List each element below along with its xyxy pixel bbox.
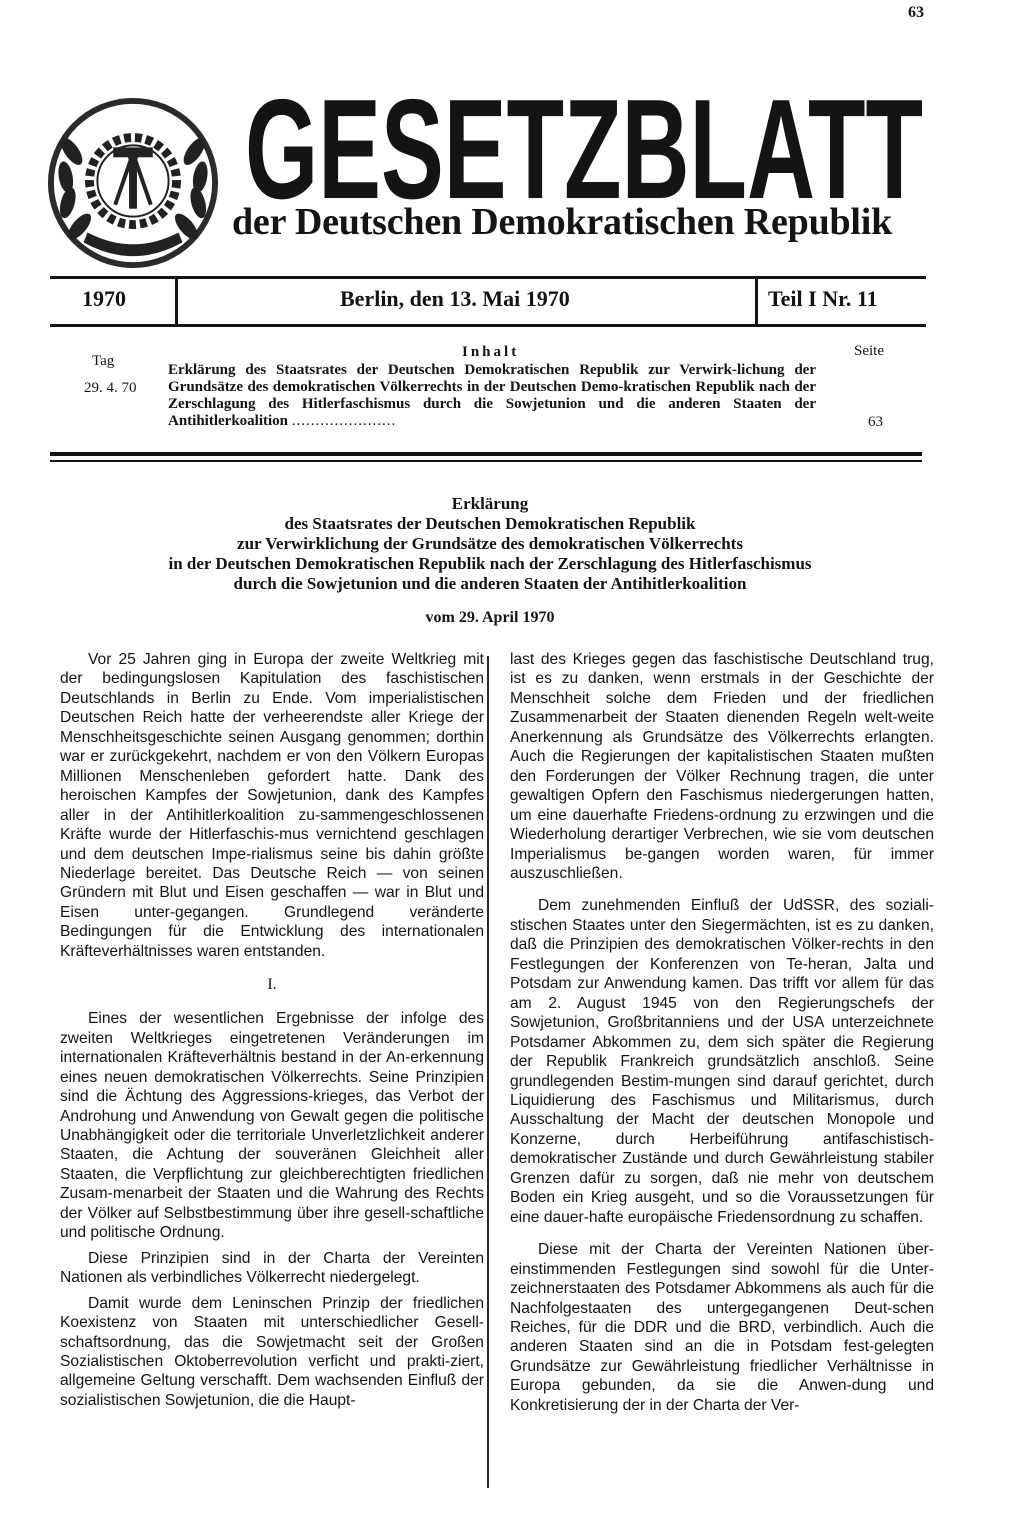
- article-title-line: zur Verwirklichung der Grundsätze des demokratischen Völkerrechts: [237, 534, 743, 553]
- toc-rule-thin: [50, 460, 922, 462]
- paragraph: Damit wurde dem Leninschen Prinzip der friedlichen Koexistenz von Staaten mit unterschiedlicher Gesell-schaftsordnung, das die Sowjetmacht seit der Großen Sozialistischen Oktoberrevolution verficht und prakti-ziert, allgemeine Geltung verschafft. Dem wachsenden Einfluß der sozialistischen Sowjetunion, die die Haupt-: [60, 1294, 484, 1409]
- toc-entry-title[interactable]: [168, 362, 816, 430]
- page-number: 63: [908, 4, 924, 21]
- issue-bar-divider: [755, 276, 758, 326]
- paragraph: Eines der wesentlichen Ergebnisse der infolge des zweiten Weltkrieges eingetretenen Veränderungen im internationalen Kräfteverhältnis bestand in der An-erkennung eines neuen demokratischen Völkerrechts. Seine Prinzipien sind die Ächtung des Aggressions-krieges, das Verbot der Androhung und Anwendung von Gewalt gegen die politische Unabhängigkeit oder die territoriale Unverletzlichkeit anderer Staaten, die Achtung der souveränen Gleichheit aller Staaten, die Verpflichtung zur gleichberechtigten friedlichen Zusam-menarbeit der Staaten und die Wahrung des Rechts der Völker auf Selbstbestimmung über ihre gesell-schaftliche und politische Ordnung.: [60, 1010, 484, 1242]
- toc-rule-thick: [50, 452, 922, 456]
- toc-column-page: Seite: [854, 343, 884, 359]
- toc-column-day: Tag: [92, 353, 115, 369]
- toc-entry-leader: ......................: [291, 413, 397, 429]
- article-title-line: des Staatsrates der Deutschen Demokratischen Republik: [284, 514, 696, 533]
- masthead-title: [245, 84, 925, 206]
- svg-text:GESETZBLATT: GESETZBLATT: [245, 84, 923, 206]
- paragraph: Vor 25 Jahren ging in Europa der zweite Weltkrieg mit der bedingungslosen Kapitulation des faschistischen Deutschlands in Berlin zu Ende. Vom imperialistischen Deutschen Reich hatte der verheerendste aller Kriege der Menschheitsgeschichte seinen Ausgang genommen; dorthin war er zurückgekehrt, nachdem er von den Völkern Europas Millionen Menschenleben gefordert hatte. Dank des heroischen Kampfes der Sowjetunion, dank des Kampfes aller in der Antihitlerkoalition zu-sammengeschlossenen Kräfte wurde der Hitlerfaschis-mus vernichtend geschlagen und dem deutschen Impe-rialismus seine bis dahin größte Niederlage bereitet. Das Deutsche Reich — von seinen Gründern mit Blut und Eisen geschaffen — war in Blut und Eisen unter-gegangen. Grundlegend veränderte Bedingungen für die Entwicklung des internationalen Kräfteverhältnisses waren entstanden.: [60, 651, 484, 960]
- masthead-subtitle: der Deutschen Demokratischen Republik: [232, 201, 893, 243]
- issue-part: Teil I Nr. 11: [768, 286, 878, 311]
- article-column-right: [510, 650, 934, 1415]
- paragraph: last des Krieges gegen das faschistische Deutschland trug, ist es zu danken, wenn erstmals in der Geschichte der Menschheit solche dem Frieden und der friedlichen Zusammenarbeit der Staaten dienenden Regeln welt-weite Anerkennung als Grundsätze des Völkerrechts erlangten. Auch die Regierungen der kapitalistischen Staaten mußten den Forderungen der Völker Rechnung tragen, die unter gewaltigen Opfern den Faschismus niedergerungen hatten, um eine dauerhafte Friedens-ordnung zu erzwingen und die Wiederholung derartiger Verbrechen, wie sie vom deutschen Imperialismus be-gangen worden waren, für immer auszuschließen.: [510, 651, 934, 882]
- article-title-line: durch die Sowjetunion und die anderen Staaten der Antihitlerkoalition: [233, 574, 747, 593]
- article-title-line: Erklärung: [451, 494, 529, 513]
- article-column-left: [60, 650, 484, 1410]
- state-emblem-icon: [44, 94, 222, 272]
- section-heading: I.: [267, 976, 277, 994]
- paragraph: Diese mit der Charta der Vereinten Nationen über-einstimmenden Festlegungen sind sowohl für die Unter-zeichnerstaaten des Potsdamer Abkommens als auch für die Nachfolgestaaten des untergegangenen Deut-schen Reiches, für die DDR und die BRD, verbindlich. Auch die anderen Staaten sind an die in Potsdam fest-gelegten Grundsätze zur Gewährleistung friedlicher Verhältnisse in Europa gebunden, da sie die Anwen-dung und Konkretisierung der in der Charta der Ver-: [510, 1241, 934, 1414]
- article-title-line: in der Deutschen Demokratischen Republik nach der Zerschlagung des Hitlerfaschismus: [168, 554, 812, 573]
- toc-entry-page: 63: [868, 414, 883, 430]
- issue-bar-divider: [175, 276, 178, 326]
- column-separator: [487, 656, 489, 1488]
- paragraph: Diese Prinzipien sind in der Charta der Vereinten Nationen als verbindliches Völkerrecht niedergelegt.: [60, 1249, 484, 1287]
- toc-entry-day: 29. 4. 70: [84, 380, 137, 396]
- article-date: vom 29. April 1970: [425, 609, 555, 626]
- issue-place-date: Berlin, den 13. Mai 1970: [340, 286, 570, 311]
- issue-bar-bottom-rule: [50, 324, 926, 327]
- toc-heading: Inhalt: [462, 344, 520, 360]
- paragraph: Dem zunehmenden Einfluß der UdSSR, des soziali-stischen Staates unter den Siegermächten, ist es zu danken, daß die Prinzipien des demokratischen Völker-rechts in den Festlegungen der Konferenzen von Te-heran, Jalta und Potsdam zur Anwendung kamen. Das trifft vor allem für das am 2. August 1945 von den Regierungschefs der Sowjetunion, Großbritanniens und der USA unterzeichnete Potsdamer Abkommen zu, dem sich später die Regierung der Republik Frankreich grundsätzlich anschloß. Seine grundlegenden Bestim-mungen sind darauf gerichtet, durch Liquidierung des Faschismus und Militarismus, durch Ausschaltung der Macht der deutschen Monopole und Konzerne, durch Herbeiführung antifaschistisch-demokratischer Zustände und durch Gewährleistung stabiler Grenzen dafür zu sorgen, daß nie mehr von deutschem Boden ein Krieg ausgeht, und so die Voraussetzungen für eine dauer-hafte europäische Friedensordnung zu schaffen.: [510, 897, 934, 1226]
- issue-year: 1970: [82, 286, 126, 311]
- toc-entry-title-text: Erklärung des Staatsrates der Deutschen Demokratischen Republik zur Verwirk-lichung der Grundsätze des demokratischen Völkerrechts in der Deutschen Demo-kratischen Republik nach der Zerschlagung des Hitlerfaschismus durch die Sowjetunion und die anderen Staaten der Antihitlerkoalition: [168, 362, 816, 429]
